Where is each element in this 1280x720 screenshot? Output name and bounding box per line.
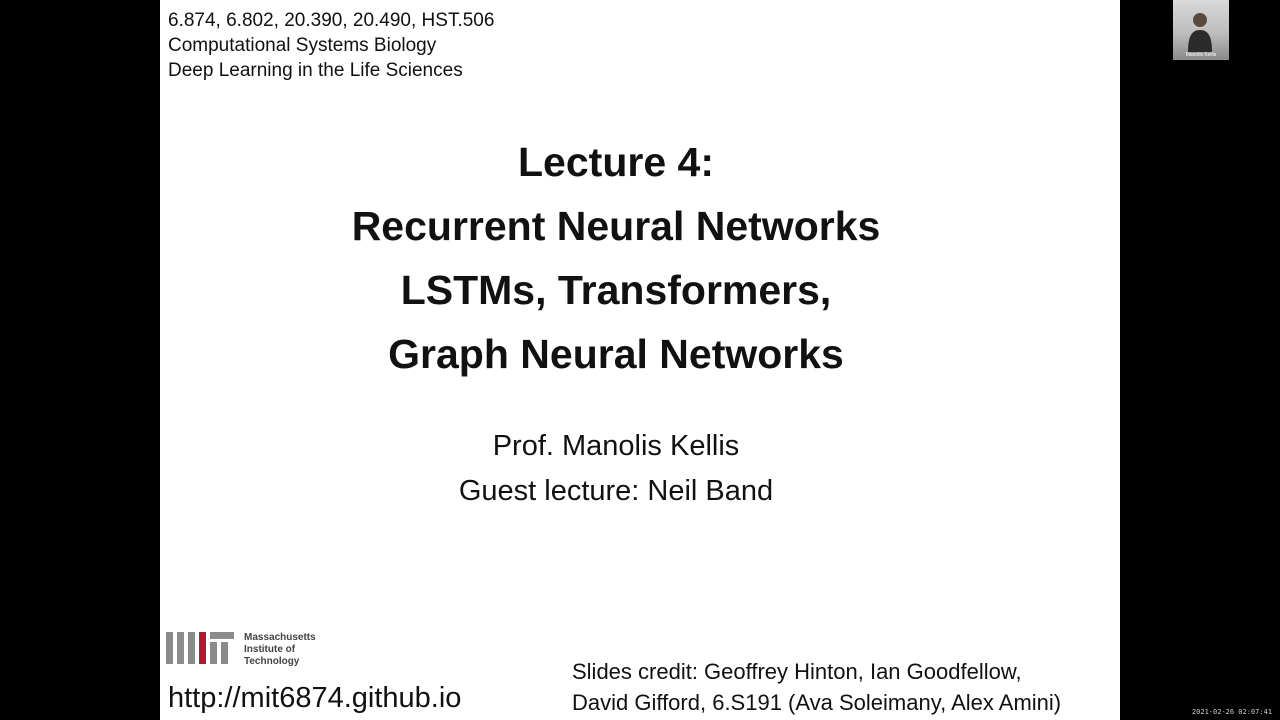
- mit-logo: [166, 632, 346, 672]
- slide-credits: [572, 656, 1061, 718]
- recording-timestamp: 2021-02-26 02:07:41: [1191, 708, 1272, 716]
- course-name-2: Deep Learning in the Life Sciences: [168, 60, 463, 81]
- person-silhouette-icon: [1187, 10, 1213, 52]
- title-line-2: Recurrent Neural Networks: [351, 203, 881, 249]
- mit-logo-mark-icon: [166, 632, 236, 672]
- title-line-1: Lecture 4:: [518, 139, 714, 185]
- mit-wordmark: [244, 632, 316, 668]
- course-info: [168, 8, 494, 83]
- title-line-3: LSTMs, Transformers,: [400, 267, 832, 313]
- guest-lecturer: Guest lecture: Neil Band: [458, 475, 774, 507]
- slide-title: [160, 130, 1072, 386]
- course-name-1: Computational Systems Biology: [168, 35, 437, 56]
- participant-name: Manolis Kellis: [1185, 52, 1217, 58]
- course-numbers: 6.874, 6.802, 20.390, 20.490, HST.506: [168, 10, 495, 31]
- mit-wordmark-line-3: Technology: [244, 656, 300, 667]
- mit-wordmark-line-2: Institute of: [244, 644, 296, 655]
- author-block: [160, 424, 1072, 514]
- participant-video-thumbnail[interactable]: [1173, 0, 1229, 60]
- credits-line-1: Slides credit: Geoffrey Hinton, Ian Goodfellow,: [572, 659, 1022, 684]
- course-url: http://mit6874.github.io: [168, 682, 462, 714]
- professor-name: Prof. Manolis Kellis: [492, 430, 740, 462]
- mit-wordmark-line-1: Massachusetts: [244, 632, 316, 643]
- credits-line-2: David Gifford, 6.S191 (Ava Soleimany, Alex Amini): [572, 690, 1062, 715]
- title-line-4: Graph Neural Networks: [388, 331, 844, 377]
- slide: [160, 0, 1120, 720]
